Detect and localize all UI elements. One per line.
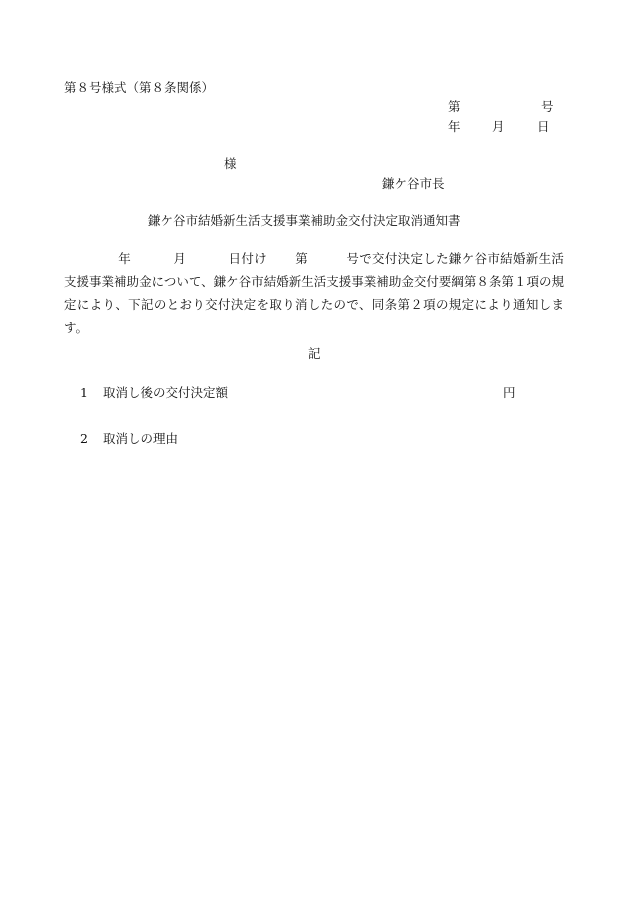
date-month-label: 月 xyxy=(492,119,505,134)
date-year-label: 年 xyxy=(448,119,461,134)
body-year-label: 年 xyxy=(118,251,132,266)
item-2-number: 2 xyxy=(80,431,88,446)
body-dated-label: 日付け xyxy=(228,251,267,266)
date-day-label: 日 xyxy=(537,119,550,134)
record-heading: 記 xyxy=(308,346,321,361)
issuer-name: 鎌ケ谷市長 xyxy=(382,176,445,191)
body-paragraph xyxy=(64,247,564,339)
body-month-label: 月 xyxy=(173,251,187,266)
body-text: 号で交付決定した鎌ケ谷市結婚新生活支援事業補助金について、鎌ケ谷市結婚新生活支援事業補助金交付要綱第８条第１項の規定により、下記のとおり交付決定を取り消したので、同条第２項の規定により通知します。 xyxy=(64,251,564,335)
item-1-label: 取消し後の交付決定額 xyxy=(103,385,229,400)
addressee-honorific: 様 xyxy=(224,156,237,171)
document-number-suffix: 号 xyxy=(541,99,554,114)
form-label: 第８号様式（第８条関係） xyxy=(64,80,215,95)
body-number-prefix: 第 xyxy=(295,251,309,266)
item-2-label: 取消しの理由 xyxy=(103,431,179,446)
document-title: 鎌ケ谷市結婚新生活支援事業補助金交付決定取消通知書 xyxy=(148,213,461,228)
item-1-unit: 円 xyxy=(503,385,516,400)
item-1-number: 1 xyxy=(80,385,88,400)
document-number-prefix: 第 xyxy=(448,99,461,114)
